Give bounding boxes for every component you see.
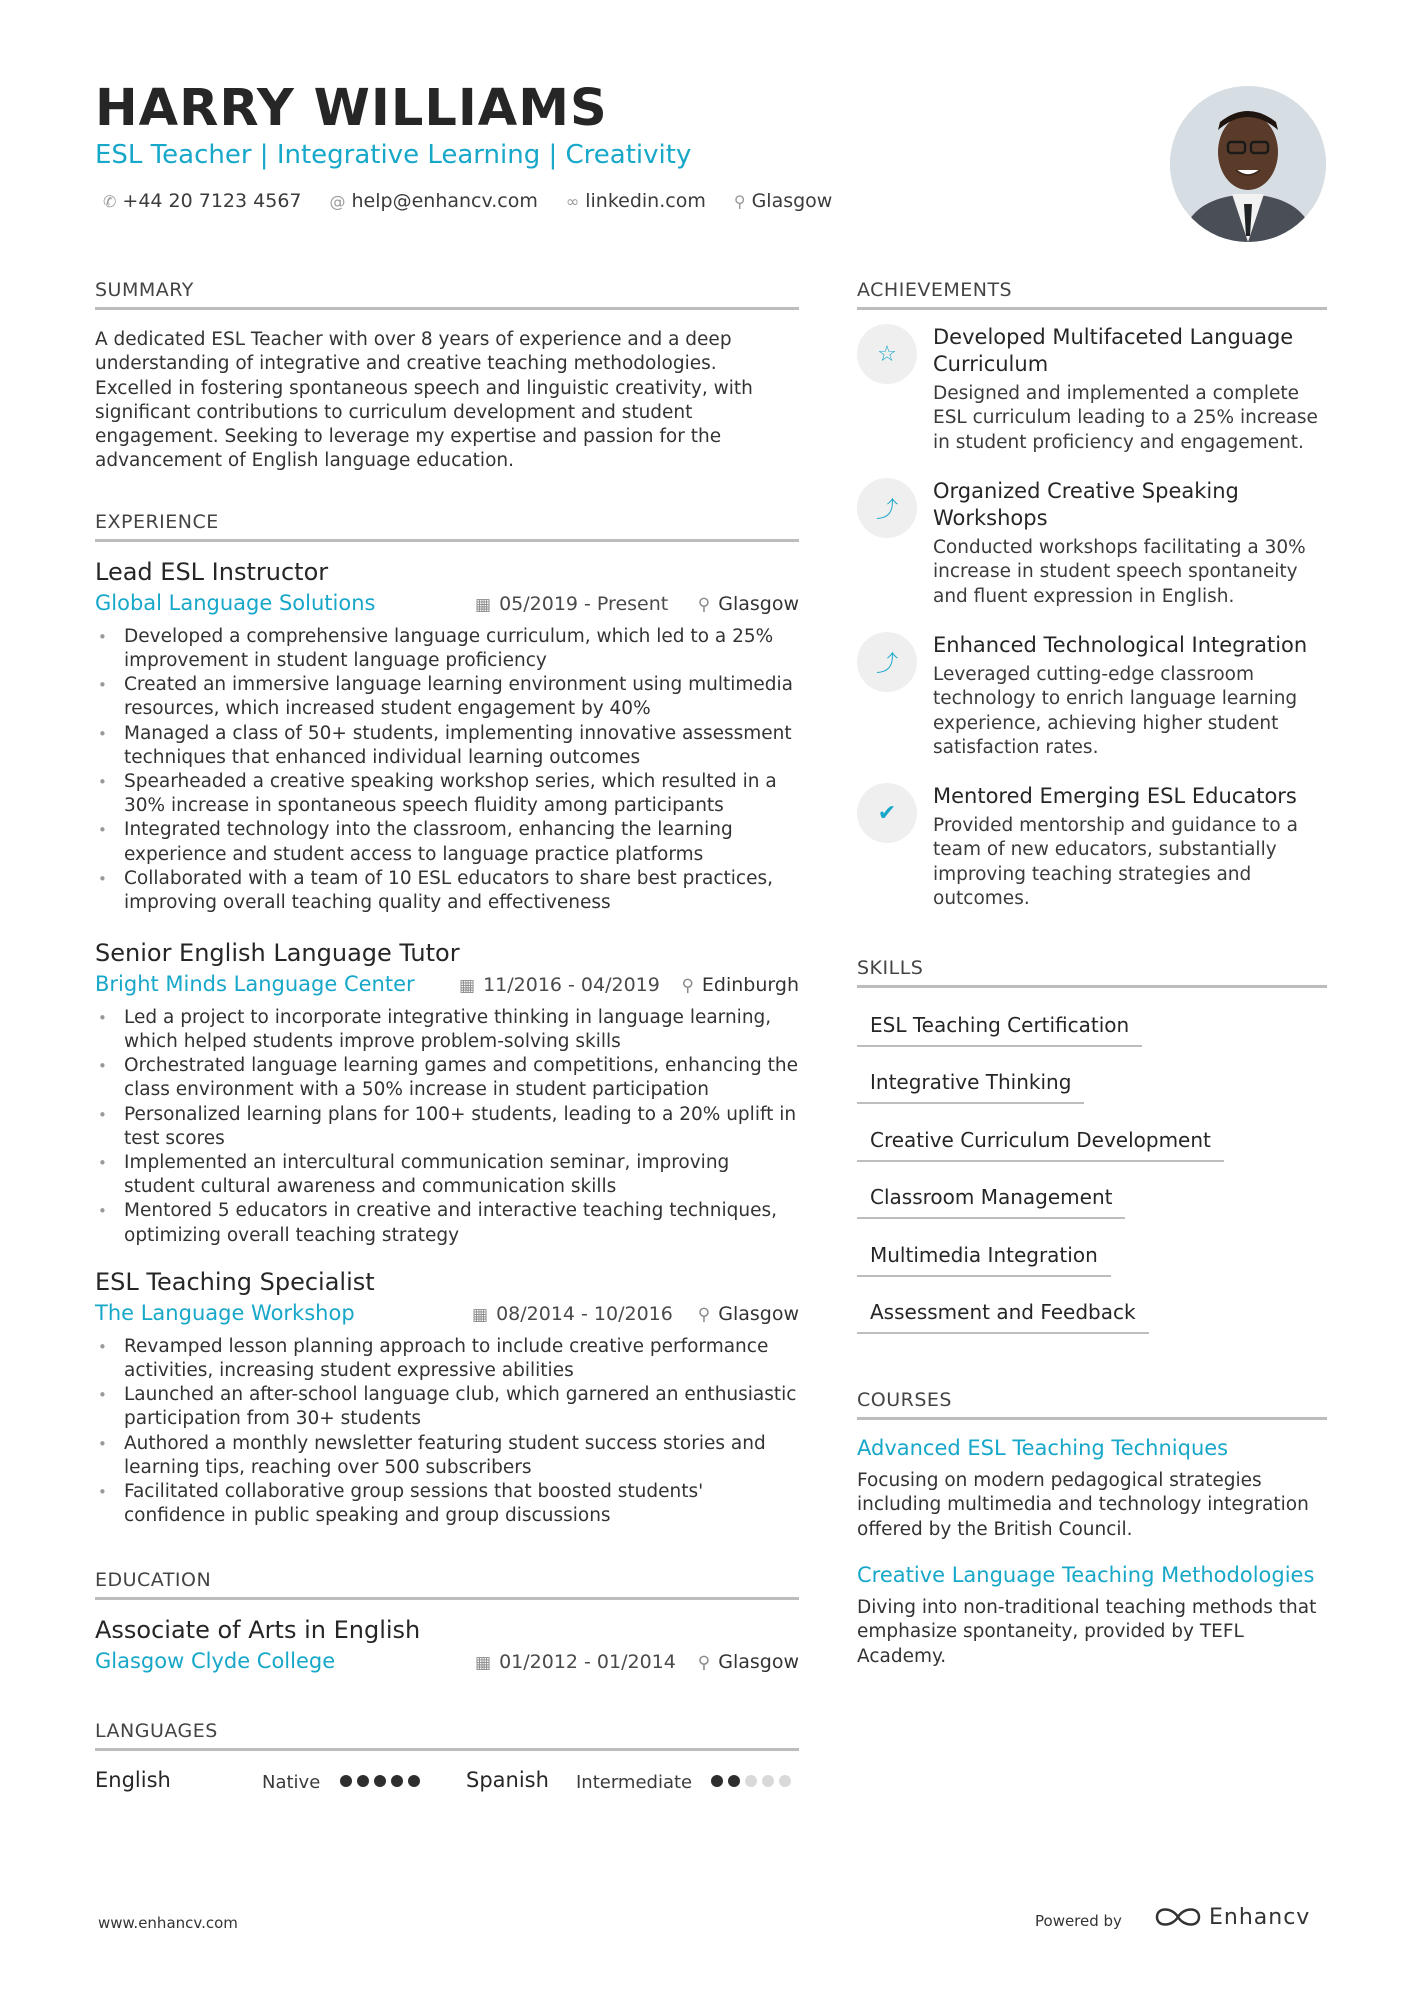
achievement-title: Enhanced Technological Integration [933,633,1308,657]
brand-name: Enhancv [1209,1904,1311,1930]
company-name: Global Language Solutions [95,590,376,615]
location-pin-icon: ⚲ [697,1652,711,1673]
rating-dot-filled [408,1775,420,1787]
skill-tag: Classroom Management [857,1185,1125,1219]
contact-bar [103,190,860,213]
achievement-item [857,478,1327,618]
job-bullet: • Developed a comprehensive language curriculum, which led to a 25% improvement in student language proficiency [95,625,799,673]
job-dates [475,593,668,615]
link-icon: ∞ [565,191,580,211]
calendar-icon: ▦ [475,594,492,615]
job-bullets [95,625,799,915]
skills-heading: SKILLS [857,958,1327,988]
checkmark-icon: ✔ [857,783,917,843]
achievement-title: Developed Multifaceted Language Curriculum [933,325,1294,376]
job-bullet: • Collaborated with a team of 10 ESL educators to share best practices, improving overall teaching quality and effectiveness [95,867,799,915]
calendar-icon: ▦ [459,975,476,996]
job-title: ESL Teaching Specialist [95,1268,375,1296]
star-icon: ☆ [857,324,917,384]
phone-icon: ✆ [103,191,117,211]
job-bullet: • Managed a class of 50+ students, implementing innovative assessment techniques that enhanced individual learning outcomes [95,722,799,770]
calendar-icon: ▦ [475,1652,492,1673]
job-location-text: Glasgow [718,592,799,615]
contact-linkedin-text: linkedin.com [585,190,706,212]
rating-dot-filled [357,1775,369,1787]
job-bullets [95,1006,799,1248]
job-bullet: • Facilitated collaborative group sessions that boosted students' confidence in public speaking and group discussions [95,1480,799,1528]
education-location-text: Glasgow [718,1650,799,1673]
rating-dot-empty [745,1775,757,1787]
education-dates-text: 01/2012 - 01/2014 [499,1650,676,1673]
job-dates [472,1303,673,1325]
job-bullet: • Implemented an intercultural communication seminar, improving student cultural awareness and communication skills [95,1151,799,1199]
job-entry [95,1268,799,1528]
job-location [698,593,799,615]
job-bullet: • Revamped lesson planning approach to include creative performance activities, increasing student expressive abilities [95,1335,799,1383]
contact-email-text: help@enhancv.com [351,190,538,212]
courses-heading: COURSES [857,1390,1327,1420]
achievement-desc: Designed and implemented a complete ESL curriculum leading to a 25% increase in student proficiency and engagement. [933,383,1318,453]
job-bullet: • Personalized learning plans for 100+ students, leading to a 20% uplift in test scores [95,1103,799,1151]
course-title: Advanced ESL Teaching Techniques [857,1436,1229,1460]
contact-phone[interactable] [103,190,302,213]
job-title: Lead ESL Instructor [95,558,329,586]
job-location [681,974,799,996]
company-name: Bright Minds Language Center [95,971,415,996]
achievement-desc: Leveraged cutting-edge classroom technology to enrich language learning experience, achieving higher student satisfaction rates. [933,664,1298,758]
company-name: The Language Workshop [95,1300,355,1325]
infinity-icon [1153,1904,1203,1930]
summary-text: A dedicated ESL Teacher with over 8 years of experience and a deep understanding of integrative and creative teaching methodologies. Excelled in fostering spontaneous speech and linguistic creativity, with significant contributions to curriculum development and student engagement. Seeking to leverage my expertise and passion for the advancement of English language education. [95,329,753,472]
job-dates-text: 08/2014 - 10/2016 [496,1302,673,1325]
achievement-desc: Provided mentorship and guidance to a team of new educators, substantially improving teaching strategies and outcomes. [933,815,1298,909]
lightning-icon: ⤴ [857,632,917,692]
language-level: Intermediate [576,1772,693,1793]
job-location-text: Edinburgh [701,973,799,996]
skill-tag: ESL Teaching Certification [857,1013,1142,1047]
education-dates [475,1651,676,1673]
location-pin-icon: ⚲ [697,594,711,615]
rating-dot-filled [340,1775,352,1787]
job-bullet: • Led a project to incorporate integrative thinking in language learning, which helped students improve problem-solving skills [95,1006,799,1054]
language-level: Native [262,1772,321,1793]
skill-tag: Assessment and Feedback [857,1300,1149,1334]
rating-dot-filled [391,1775,403,1787]
skill-tag: Multimedia Integration [857,1243,1111,1277]
achievement-desc: Conducted workshops facilitating a 30% increase in student speech spontaneity and fluent expression in English. [933,537,1306,607]
job-dates-text: 05/2019 - Present [499,592,669,615]
contact-location-text: Glasgow [751,190,833,212]
location-pin-icon: ⚲ [681,975,694,996]
rating-dot-empty [762,1775,774,1787]
enhancv-logo[interactable] [1153,1904,1310,1930]
job-bullet: • Integrated technology into the classroom, enhancing the learning experience and student access to language practice platforms [95,818,799,866]
at-icon: @ [329,191,346,211]
achievement-title: Organized Creative Speaking Workshops [933,479,1239,530]
degree-title: Associate of Arts in English [95,1616,421,1644]
job-entry [95,558,799,915]
job-location-text: Glasgow [718,1302,799,1325]
job-location [698,1303,799,1325]
skill-tag: Integrative Thinking [857,1070,1084,1104]
achievement-item [857,783,1327,923]
job-bullet: • Authored a monthly newsletter featuring student success stories and learning tips, reaching over 500 subscribers [95,1432,799,1480]
job-bullet: • Created an immersive language learning environment using multimedia resources, which increased student engagement by 40% [95,673,799,721]
avatar [1170,86,1326,242]
education-heading: EDUCATION [95,1570,799,1600]
education-entry [95,1616,799,1679]
job-dates-text: 11/2016 - 04/2019 [483,973,660,996]
summary-heading: SUMMARY [95,280,799,310]
rating-dot-empty [779,1775,791,1787]
footer-url[interactable]: www.enhancv.com [98,1914,238,1932]
contact-phone-text: +44 20 7123 4567 [122,190,302,212]
experience-heading: EXPERIENCE [95,512,799,542]
achievements-heading: ACHIEVEMENTS [857,280,1327,310]
language-name: Spanish [466,1768,549,1792]
job-bullet: • Spearheaded a creative speaking workshop series, which resulted in a 30% increase in spontaneous speech fluidity among participants [95,770,799,818]
job-bullet: • Orchestrated language learning games and competitions, enhancing the class environment with a 50% increase in student participation [95,1054,799,1102]
contact-email[interactable] [330,190,538,213]
school-name: Glasgow Clyde College [95,1648,336,1673]
education-location [698,1651,799,1673]
candidate-tagline: ESL Teacher | Integrative Learning | Creativity [95,140,692,170]
languages-heading: LANGUAGES [95,1721,799,1751]
course-desc: Diving into non-traditional teaching methods that emphasize spontaneity, provided by TEFL Academy. [857,1597,1317,1667]
language-rating-0 [340,1775,420,1787]
achievement-item [857,632,1327,772]
rating-dot-filled [374,1775,386,1787]
job-bullet: • Mentored 5 educators in creative and interactive teaching techniques, optimizing overall teaching strategy [95,1199,799,1247]
job-title: Senior English Language Tutor [95,939,460,967]
achievement-title: Mentored Emerging ESL Educators [933,784,1297,808]
calendar-icon: ▦ [472,1304,489,1325]
language-rating-1 [711,1775,791,1787]
job-dates [459,974,660,996]
skill-tag: Creative Curriculum Development [857,1128,1224,1162]
contact-location [734,190,833,213]
location-pin-icon: ⚲ [697,1304,711,1325]
course-title: Creative Language Teaching Methodologies [857,1563,1315,1587]
candidate-name: HARRY WILLIAMS [95,79,608,138]
achievement-item [857,324,1327,464]
job-bullets [95,1335,799,1529]
rating-dot-filled [711,1775,723,1787]
location-pin-icon: ⚲ [733,191,746,211]
language-name: English [95,1768,171,1792]
job-bullet: • Launched an after-school language club, which garnered an enthusiastic participation from 30+ students [95,1383,799,1431]
lightning-icon: ⤴ [857,478,917,538]
contact-linkedin[interactable] [566,190,706,213]
powered-by-label: Powered by [1035,1912,1122,1930]
course-desc: Focusing on modern pedagogical strategies including multimedia and technology integration offered by the British Council. [857,1470,1309,1540]
rating-dot-filled [728,1775,740,1787]
job-entry [95,939,799,1248]
